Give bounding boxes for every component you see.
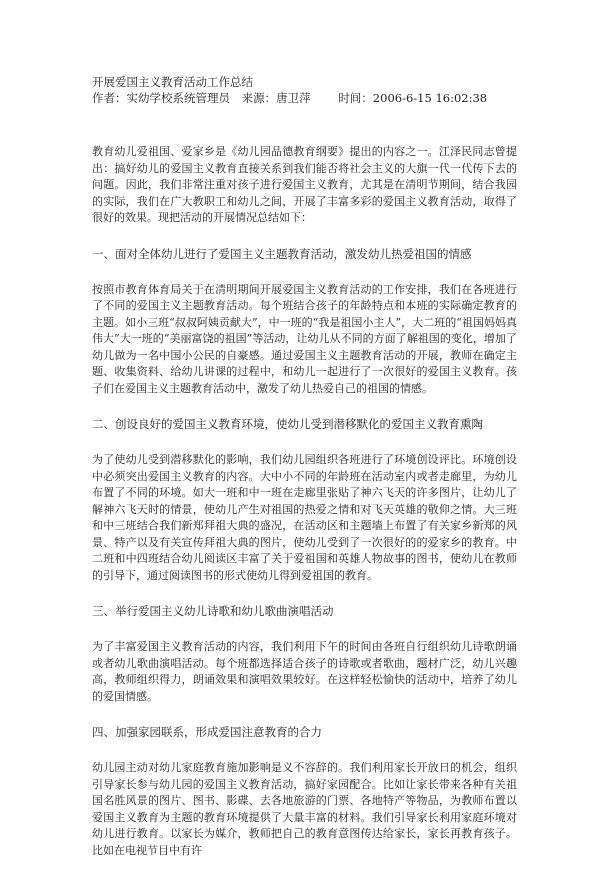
author-label: 作者：实幼学校系统管理员 [92,91,230,105]
source-label: 来源：唐卫萍 [241,91,311,105]
section-4-paragraph: 幼儿园主动对幼儿家庭教育施加影响是义不容辞的。我们利用家长开放日的机会，组织引导家长参与幼儿园的爱国主义教育活动，搞好家园配合。比如让家长带来各种有关祖国名胜风景的图片、图书、影碟、去各地旅游的门票、各地特产等物品，为教师布置以爱国主义教育为主题的教育环境提供了大量丰富的材料。我们引导家长利用家庭环境对幼儿进行教育。以家长为媒介，教师把自己的教育意图传达给家长，家长再教育孩子。比如在电视节目中有许 [92,761,517,857]
section-1-heading: 一、面对全体幼儿进行了爱国主义主题教育活动，激发幼儿热爱祖国的情感 [92,246,472,261]
intro-paragraph: 教育幼儿爱祖国、爱家乡是《幼儿园品德教育纲要》提出的内容之一。江泽民同志曾提出：搞好幼儿的爱国主义教育直接关系到我们能否将社会主义的大旗一代一代传下去的问题。因此，我们非常注重对孩子进行爱国主义教育，尤其是在清明节期间，结合我园的实际，我们在广大教职工和幼儿之间，开展了丰富多彩的爱国主义教育活动，取得了很好的效果。现把活动的开展情况总结如下： [92,145,517,224]
time-label: 时间：2006-6-15 16:02:38 [338,91,488,105]
section-1-paragraph: 按照市教育体育局关于在清明期间开展爱国主义教育活动的工作安排，我们在各班进行了不同的爱国主义主题教育活动。每个班结合孩子的年龄特点和本班的实际确定教育的主题。如小三班“叔叔阿姨贡献大”，中一班的“我是祖国小主人”，大二班的“祖国妈妈真伟大”大一班的“美丽富饶的祖国”等活动，让幼儿从不同的方面了解祖国的变化，增加了幼儿做为一名中国小公民的自豪感。通过爱国主义主题教育活动的开展，教师在确定主题、收集资料、给幼儿讲课的过程中，和幼儿一起进行了一次很好的爱国主义教育。孩子们在爱国主义主题教育活动中，激发了幼儿热爱自己的祖国的情感。 [92,282,517,395]
article-title: 开展爱国主义教育活动工作总结 [92,75,253,89]
article [92,74,517,878]
section-4-heading: 四、加强家园联系，形成爱国注意教育的合力 [92,725,322,739]
section-2-paragraph: 为了使幼儿受到潜移默化的影响，我们幼儿园组织各班进行了环境创设评比。环境创设中必须突出爱国主义教育的内容。大中小不同的年龄班在活动室内或者走廊里，为幼儿布置了不同的环境。如大一班和中一班在走廊里张贴了神六飞天的许多图片，让幼儿了解神六飞天时的情景，使幼儿产生对祖国的热爱之情和对飞天英雄的敬仰之情。大三班和中三班结合我们新郑拜祖大典的盛况，在活动区和主题墙上布置了有关家乡新郑的风景、特产以及有关宣传拜祖大典的图片，使幼儿受到了一次很好的的爱家乡的教育。中二班和中四班结合幼儿阅读区丰富了关于爱祖国和英雄人物故事的图书，使幼儿在教师的引导下，通过阅读图书的形式使幼儿得到爱祖国的教育。 [92,453,517,582]
section-3-paragraph: 为了丰富爱国主义教育活动的内容，我们利用下午的时间由各班自行组织幼儿诗歌朗诵或者幼儿歌曲演唱活动。每个班都选择适合孩子的诗歌或者歌曲，题材广泛，幼儿兴趣高，教师组织得力，朗诵效果和演唱效果较好。在这样轻松愉快的活动中，培养了幼儿的爱国情感。 [92,640,517,703]
article-meta [92,90,517,106]
section-2-heading: 二、创设良好的爱国主义教育环境，使幼儿受到潜移默化的爱国主义教育熏陶 [92,417,483,431]
section-3-heading: 三、举行爱国主义幼儿诗歌和幼儿歌曲演唱活动 [92,604,334,618]
